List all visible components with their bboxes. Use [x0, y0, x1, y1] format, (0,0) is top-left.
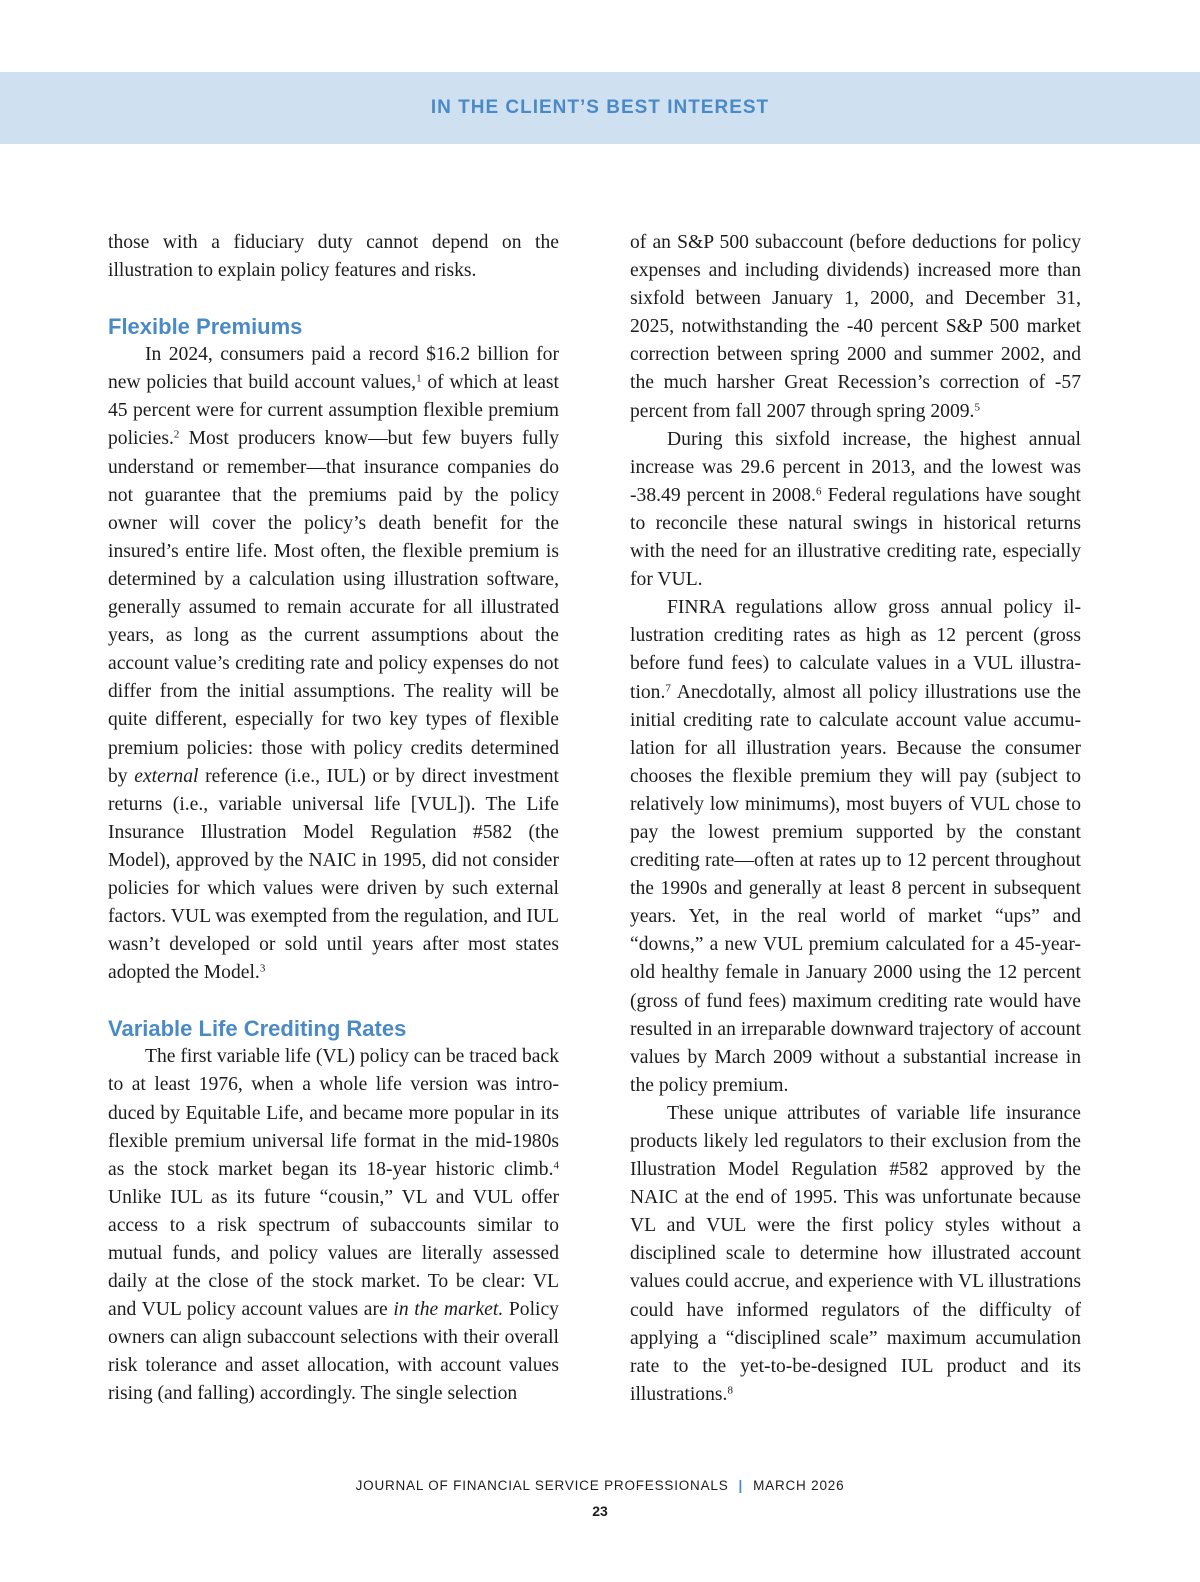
- body-paragraph: The first variable life (VL) policy can be traced back to at least 1976, when a whole life version was introduced by Equitable Life, and became more popular in its flexible premium universal life format in the mid-1980s as the stock market began its 18-year historic climb.$^4$ Unlike IUL as its future “cousin,” VL and VUL offer access to a risk spectrum of subaccounts similar to mutual funds, and policy values are literally assessed daily at the close of the stock market. To be clear: VL and VUL policy account values are in the market. Policy owners can align subaccount selections with their overall risk tolerance and asset allocation, with account values rising (and falling) accordingly. The single selection: [108, 1046, 559, 1405]
- left-column: [108, 229, 559, 1409]
- continuation-paragraph: those with a fiduciary duty cannot depend on the illustration to explain policy features and risks.: [108, 232, 559, 282]
- continuation-paragraph: of an S&P 500 subaccount (before deductions for policy expenses and including dividends) increased more than sixfold between January 1, 2000, and December 31, 2025, notwithstanding the -40 percent S&P 500 market correction between spring 2000 and summer 2002, and the much harsher Great Recession’s correction of -57 percent from fall 2007 through spring 2009.$^5$: [630, 232, 1081, 422]
- footnote-ref: 7: [665, 681, 671, 694]
- body-paragraph: These unique attributes of variable life insurance products likely led regulators to their exclusion from the Illustration Model Regulation #582 approved by the NAIC at the end of 1995. This was unfortunate because VL and VUL were the first policy styles without a disciplined scale to determine how illustrated account values could accrue, and experience with VL illustrations could have informed regulators of the difficulty of applying a “disciplined scale” maximum accumulation rate to the yet-to-be-designed IUL product and its illustrations.$^8$: [630, 1102, 1081, 1405]
- footnote-ref: 2: [173, 428, 180, 441]
- page-footer: [0, 1478, 1200, 1493]
- body-paragraph: FINRA regulations allow gross annual policy illustration crediting rates as high as 12 percent (gross before fund fees) to calculate values in a VUL illustration.$^7$ Anecdotally, almost all policy illustrations use the initial crediting rate to calculate account value accumulation for all illustration years. Because the consumer chooses the flexible premium they will pay (subject to relatively low minimums), most buyers of VUL chose to pay the lowest premium supported by the constant crediting rate—often at rates up to 12 percent throughout the 1990s and generally at least 8 percent in subsequent years. Yet, in the real world of market “ups” and “downs,” a new VUL premium calculated for a 45-year-old healthy female in January 2000 using the 12 percent (gross of fund fees) maximum crediting rate would have resulted in an irreparable downward trajectory of account values by March 2009 without a substantial increase in the policy premium.: [630, 597, 1081, 1096]
- emphasis-text: in the market.: [393, 1299, 504, 1321]
- header-banner: [0, 72, 1200, 144]
- body-paragraph: In 2024, consumers paid a record $16.2 billion for new policies that build account values,$^1$ of which at least 45 percent were for current assumption flexible premium policies.$^2$ Most producers know—but few buyers fully understand or remember—that insurance companies do not guarantee that the premiums paid by the policy owner will cover the policy’s death benefit for the insured’s entire life. Most often, the flexible premium is determined by a calculation using illustration software, generally assumed to remain accurate for all illustrated years, as long as the current assumptions about the account value’s crediting rate and policy expenses do not differ from the initial assumptions. The reality will be quite different, especially for two key types of flexible premium policies: those with policy credits determined by external reference (i.e., IUL) or by direct investment returns (i.e., variable universal life [VUL]). The Life Insurance Illustration Model Regulation #582 (the Model), approved by the NAIC in 1995, did not consider policies for which values were driven by such external factors. VUL was exempted from the regulation, and IUL wasn’t developed or sold until years after most states adopted the Model.$^3$: [108, 344, 559, 984]
- footnote-ref: 3: [259, 962, 266, 975]
- section-heading-variable-life: Variable Life Crediting Rates: [108, 1016, 407, 1042]
- right-column: [630, 229, 1081, 1409]
- section-heading-flexible-premiums: Flexible Premiums: [108, 314, 303, 340]
- issue-date: MARCH 2026: [753, 1478, 845, 1493]
- footnote-ref: 8: [727, 1384, 733, 1397]
- footnote-ref: 6: [815, 485, 822, 498]
- footnote-ref: 5: [974, 400, 980, 413]
- footer-separator: |: [738, 1478, 744, 1493]
- banner-title: IN THE CLIENT’S BEST INTEREST: [430, 97, 770, 118]
- journal-name: JOURNAL OF FINANCIAL SERVICE PROFESSIONALS: [355, 1478, 729, 1493]
- footnote-ref: 4: [553, 1159, 559, 1172]
- footnote-ref: 1: [416, 372, 422, 385]
- page-number: 23: [592, 1503, 608, 1519]
- emphasis-text: external: [134, 765, 199, 787]
- body-paragraph: During this sixfold increase, the highest annual increase was 29.6 percent in 2013, and the lowest was -38.49 percent in 2008.$^6$ Federal regulations have sought to reconcile these natural swings in historical returns with the need for an illustrative crediting rate, especially for VUL.: [630, 428, 1081, 591]
